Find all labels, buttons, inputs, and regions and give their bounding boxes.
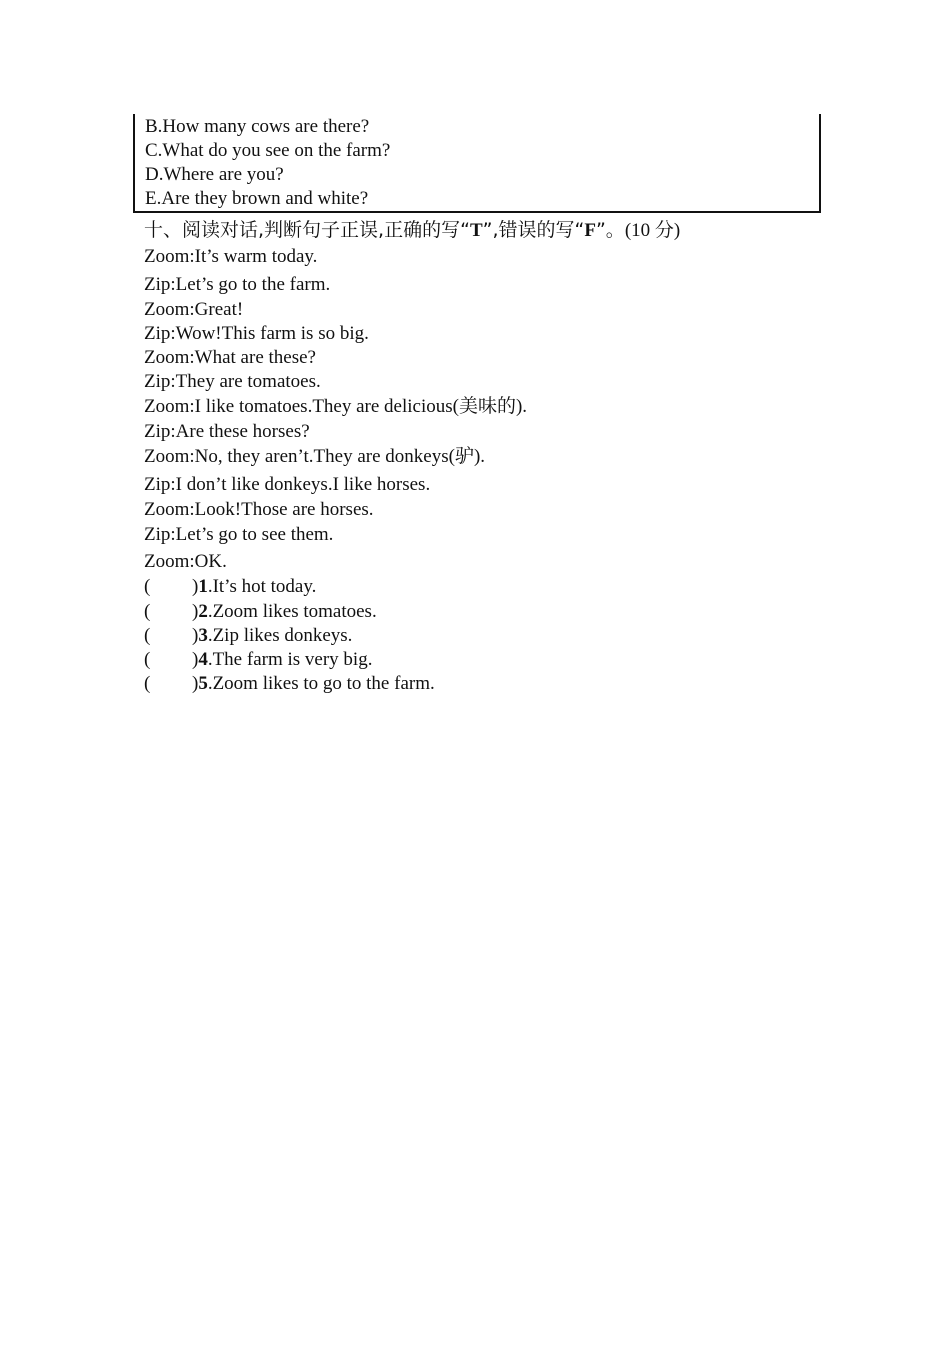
option-d: D.Where are you? <box>145 164 284 185</box>
option-b: B.How many cows are there? <box>145 116 370 137</box>
answer-blank-open[interactable]: ( <box>144 576 151 597</box>
question-row <box>144 624 352 648</box>
dialogue-line: Zip:I don’t like donkeys.I like horses. <box>144 474 431 495</box>
question-text: .It’s hot today. <box>207 576 317 597</box>
question-number: 2 <box>198 601 208 622</box>
question-number: 5 <box>198 673 208 694</box>
dialogue-line: Zip:Wow!This farm is so big. <box>144 323 369 344</box>
dialogue-line: Zip:They are tomatoes. <box>144 371 321 392</box>
option-c: C.What do you see on the farm? <box>145 140 391 161</box>
question-row <box>144 648 372 672</box>
question-text: .Zoom likes to go to the farm. <box>207 673 435 694</box>
dialogue-line: Zoom:Look!Those are horses. <box>144 499 374 520</box>
answer-blank-open[interactable]: ( <box>144 625 151 646</box>
dialogue-line: Zoom:Great! <box>144 299 244 320</box>
question-number: 1 <box>198 576 208 597</box>
question-row <box>144 575 316 599</box>
title-t: T <box>469 220 483 241</box>
question-number: 3 <box>198 625 208 646</box>
title-f: F <box>584 220 596 241</box>
dialogue-line: Zoom:OK. <box>144 551 227 572</box>
answer-blank-close: ) <box>192 625 199 646</box>
dialogue-line: Zip:Let’s go to the farm. <box>144 274 331 295</box>
dialogue-line: Zoom:No, they aren’t.They are donkeys(驴). <box>144 446 486 467</box>
dialogue-line: Zip:Are these horses? <box>144 421 310 442</box>
title-score: (10 分) <box>624 220 681 241</box>
options-box <box>133 114 821 213</box>
answer-blank-open[interactable]: ( <box>144 673 151 694</box>
dialogue-line: Zoom:I like tomatoes.They are delicious(美味的). <box>144 396 528 417</box>
dialogue-line: Zoom:It’s warm today. <box>144 246 318 267</box>
title-suffix: ”。 <box>595 219 625 241</box>
dialogue-line: Zoom:What are these? <box>144 347 316 368</box>
title-mid: ”,错误的写“ <box>482 219 585 241</box>
option-e: E.Are they brown and white? <box>145 188 369 209</box>
answer-blank-close: ) <box>192 649 199 670</box>
question-row <box>144 600 377 624</box>
question-text: .Zip likes donkeys. <box>207 625 353 646</box>
section-title <box>144 217 680 244</box>
question-row <box>144 672 435 696</box>
question-text: .Zoom likes tomatoes. <box>207 601 377 622</box>
answer-blank-close: ) <box>192 601 199 622</box>
answer-blank-close: ) <box>192 576 199 597</box>
dialogue-line: Zip:Let’s go to see them. <box>144 524 334 545</box>
answer-blank-open[interactable]: ( <box>144 649 151 670</box>
answer-blank-open[interactable]: ( <box>144 601 151 622</box>
question-number: 4 <box>198 649 208 670</box>
question-text: .The farm is very big. <box>207 649 373 670</box>
title-prefix: 十、阅读对话,判断句子正误,正确的写“ <box>144 219 470 241</box>
answer-blank-close: ) <box>192 673 199 694</box>
